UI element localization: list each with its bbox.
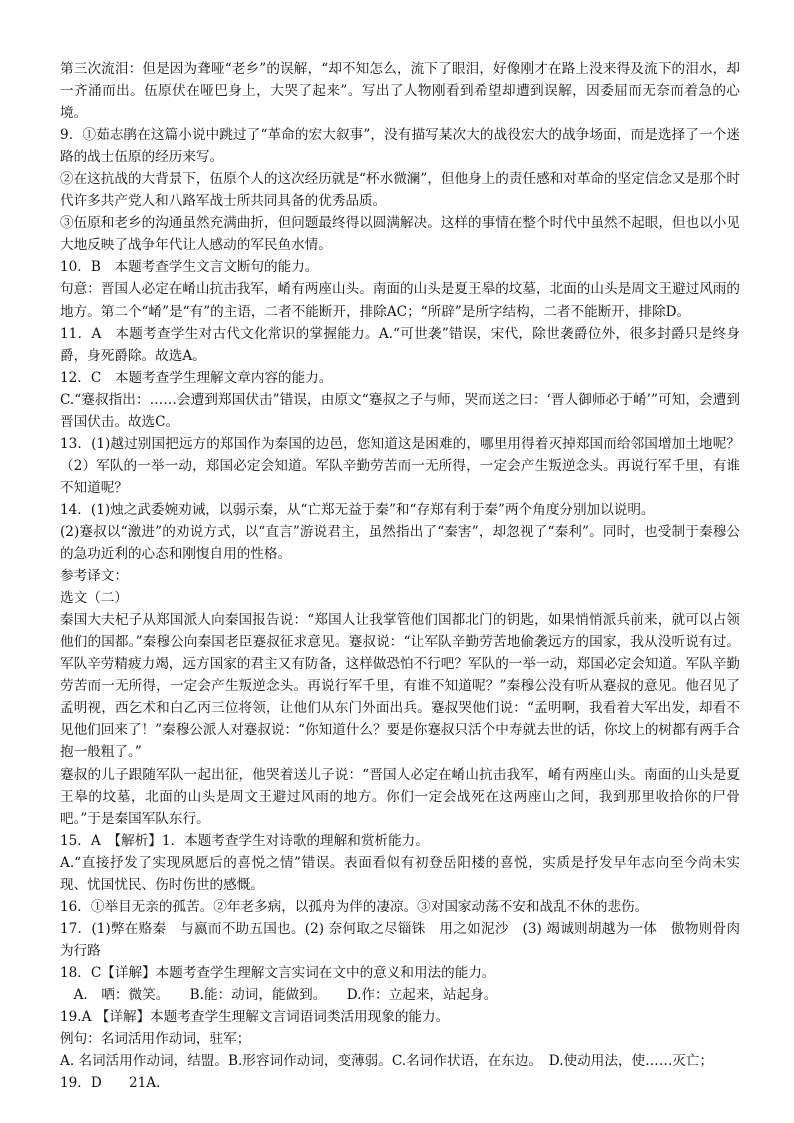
translation-subheading: 选文（二） [60,590,128,607]
answer-11: 11．A 本题考查学生对古代文化常识的掌握能力。A.“可世袭”错误，宋代，除世袭爵位外，很多封爵只是终身爵，身死爵除。故选A。 [60,325,740,364]
answer-18: 18．C【详解】本题考查学生理解文言实词在文中的意义和用法的能力。 [60,964,496,981]
answer-16: 16．①举目无亲的孤苦。②年老多病，以孤舟为伴的凄凉。③对国家动荡不安和战乱不休的悲伤。 [60,898,649,915]
translation-heading: 参考译文： [60,568,128,585]
answer-19a-example: 例句：名词活用作动词，驻军； [60,1031,251,1048]
answer-document [60,58,740,1094]
answer-12: 12．C 本题考查学生理解文章内容的能力。 [60,369,333,386]
answer-18-options: A. 哂：微笑。 B.能：动词，能做到。 D.作：立起来，站起身。 [60,986,498,1003]
answer-17: 17．(1)弊在赂秦 与嬴而不助五国也。(2) 奈何取之尽锱铢 用之如泥沙 (3) 竭诚则胡越为一体 傲物则骨肉为行路 [60,920,740,959]
answer-15: 15．A 【解析】1．本题考查学生对诗歌的理解和赏析能力。 [60,832,429,849]
text-paragraph: 第三次流泪：但是因为聋哑“老乡”的误解，“却不知怎么，流下了眼泪，好像刚才在路上没来得及流下的泪水，却一齐涌而出。伍原伏在哑巴身上，大哭了起来”。写出了人物刚看到希望却遭到误解，因委屈而无奈而着急的心境。 [60,61,740,122]
answer-19-21: 19．D 21A. [60,1075,161,1092]
answer-9: 9．①茹志鹃在这篇小说中跳过了“革命的宏大叙事”，没有描写某次大的战役宏大的战争场面，而是选择了一个迷路的战士伍原的经历来写。 [60,127,740,166]
translation-paragraph-2: 蹇叔的儿子跟随军队一起出征，他哭着送儿子说：“晋国人必定在崤山抗击我军，崤有两座山头。南面的山头是夏王皋的坟墓，北面的山头是周文王避过风雨的地方。你们一定会战死在这两座山之间，我到那里收拾你的尸骨吧。”于是秦国军队东行。 [60,766,740,827]
answer-9-point-2: ②在这抗战的大背景下，伍原个人的这次经历就是“杯水微澜”，但他身上的责任感和对革命的坚定信念又是那个时代许多共产党人和八路军战士所共同具备的优秀品质。 [60,171,740,210]
answer-13: 13．(1)越过别国把远方的郑国作为秦国的边邑，您知道这是困难的，哪里用得着灭掉郑国而给邻国增加土地呢？（2）军队的一举一动，郑国必定会知道。军队辛勤劳苦而一无所得，一定会产生叛逆念头。再说行军千里，有谁不知道呢？ [60,435,740,496]
answer-19a-options: A. 名词活用作动词，结盟。B.形容词作动词，变薄弱。C.名词作状语，在东边。 D.使动用法，使……灭亡； [60,1053,714,1070]
answer-14-part-2: (2)蹇叔以“激进”的劝说方式，以“直言”游说君主，虽然指出了“秦害”，却忽视了“秦利”。同时，也受制于秦穆公的急功近利的心态和刚愎自用的性格。 [60,523,740,563]
answer-14-part-1: 14．(1)烛之武委婉劝诫，以弱示秦，从“亡郑无益于秦”和“存郑有利于秦”两个角度分别加以说明。 [60,501,655,518]
answer-9-point-3: ③伍原和老乡的沟通虽然充满曲折，但问题最终得以圆满解决。这样的事情在整个时代中虽然不起眼，但也以小见大地反映了战争年代让人感动的军民鱼水情。 [60,215,740,254]
answer-19a: 19.A 【详解】本题考查学生理解文言词语词类活用现象的能力。 [60,1009,450,1026]
answer-10: 10．B 本题考查学生文言文断句的能力。 [60,259,319,276]
answer-15-explanation: A.“直接抒发了实现夙愿后的喜悦之情”错误。表面看似有初登岳阳楼的喜悦，实质是抒发早年志向至今尚未实现、忧国忧民、伤时伤世的感慨。 [60,854,740,893]
answer-10-explanation: 句意：晋国人必定在崤山抗击我军，崤有两座山头。南面的山头是夏王皋的坟墓，北面的山头是周文王避过风雨的地方。第二个“崤”是“有”的主语，二者不能断开，排除AC；“所辟”是所字结构，二者不能断开，排除D。 [60,281,740,320]
answer-12-explanation: C.“蹇叔指出：……会遭到郑国伏击”错误，由原文“蹇叔之子与师，哭而送之曰：‘晋人御师必于崤’”可知，会遭到晋国伏击。故选C。 [60,391,740,430]
translation-paragraph-1: 秦国大夫杞子从郑国派人向秦国报告说：“郑国人让我掌管他们国都北门的钥匙，如果悄悄派兵前来，就可以占领他们的国都。”秦穆公向秦国老臣蹇叔征求意见。蹇叔说：“让军队辛勤劳苦地偷袭远方的国家，我从没听说有过。军队辛劳精疲力竭，远方国家的君主又有防备，这样做恐怕不行吧？军队的一举一动，郑国必定会知道。军队辛勤劳苦而一无所得，一定会产生叛逆念头。再说行军千里，有谁不知道呢？”秦穆公没有听从蹇叔的意见。他召见了孟明视，西乞术和白乙丙三位将领，让他们从东门外面出兵。蹇叔哭他们说：“孟明啊，我看着大军出发，却看不见他们回来了！”秦穆公派人对蹇叔说：“你知道什么？要是你蹇叔只活个中寿就去世的话，你坟上的树都有两手合抱一般粗了。” [60,612,740,761]
